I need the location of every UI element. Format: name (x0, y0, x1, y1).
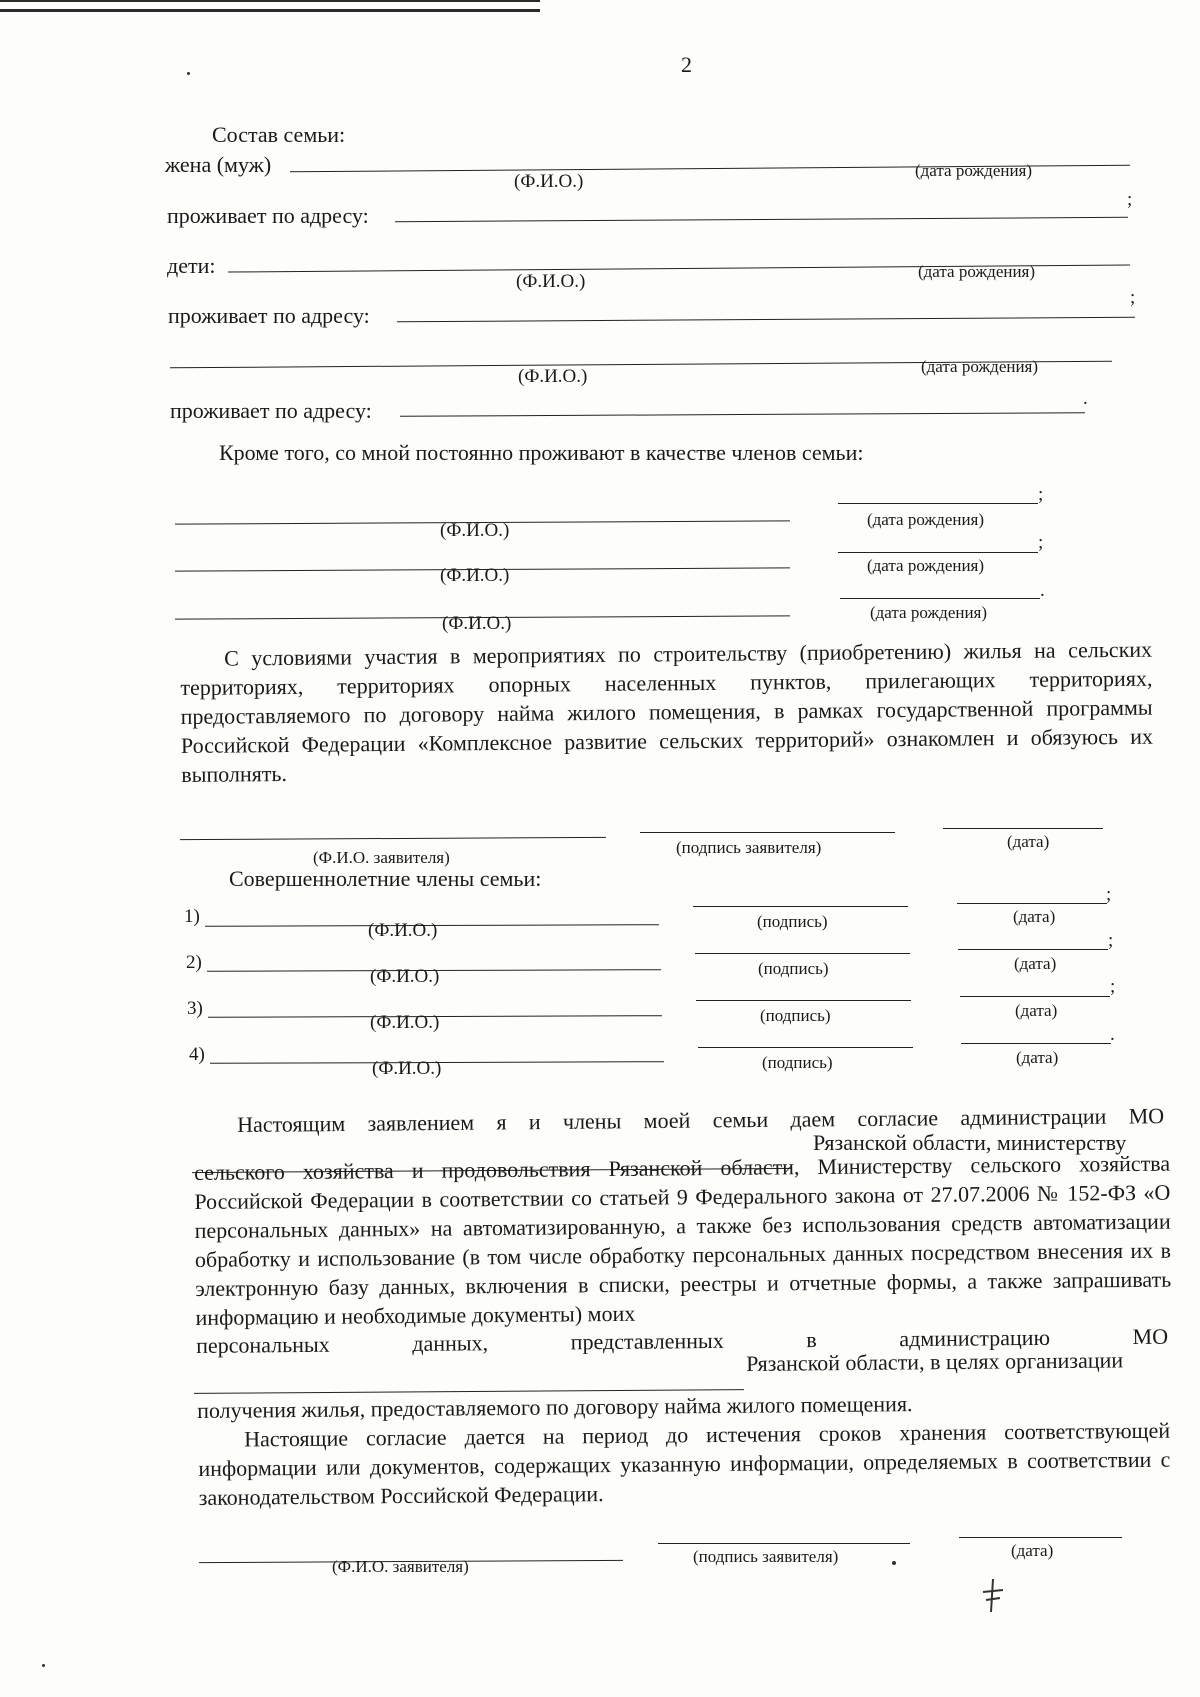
child1-address-label: проживает по адресу: (168, 303, 370, 328)
consent-line2-tail: Рязанской области, министерству (813, 1130, 1127, 1155)
child2-address-line[interactable] (400, 412, 1085, 417)
final-date-line[interactable] (959, 1537, 1122, 1538)
adult1-number: 1) (184, 906, 200, 927)
adult1-sign-caption: (подпись) (757, 912, 828, 931)
pd-word-5: администрацию (899, 1324, 1051, 1352)
final-sign-caption: (подпись заявителя) (693, 1547, 839, 1566)
adult1-date-line[interactable] (957, 903, 1107, 904)
adult4-fio-caption: (Ф.И.О.) (372, 1058, 442, 1079)
adult3-date-line[interactable] (960, 996, 1110, 997)
pd-word-1: персональных (196, 1331, 330, 1358)
other2-fio-caption: (Ф.И.О.) (440, 565, 510, 586)
adult1-fio-caption: (Ф.И.О.) (368, 920, 438, 941)
handwritten-mark-icon (978, 1576, 1008, 1616)
adult2-sign-line[interactable] (695, 953, 910, 954)
other3-punct: . (1040, 580, 1045, 601)
child2-fio-caption: (Ф.И.О.) (518, 366, 588, 387)
adult2-date-caption: (дата) (1014, 954, 1057, 973)
spouse-address-punct: ; (1127, 189, 1133, 210)
adult2-number: 2) (186, 952, 202, 973)
other1-birth-caption: (дата рождения) (867, 510, 985, 529)
conditions-paragraph: С условиями участия в мероприятиях по строительству (приобретению) жилья на сельских территориях, территориях опорных населенных пунктов, прилегающих территориях, предоставляемого по договору найма жилого помещения, в рамках государственной программы Российской Федерации «Комплексное развитие сельских территорий» ознакомлен и обязуюсь их выполнять. (180, 636, 1154, 787)
other3-date-line[interactable] (840, 598, 1040, 599)
pd-word-4: в (806, 1327, 817, 1353)
adult3-fio-caption: (Ф.И.О.) (370, 1012, 440, 1033)
page-number: 2 (681, 52, 692, 77)
child2-address-punct: . (1083, 388, 1088, 409)
adult1-date-caption: (дата) (1013, 907, 1056, 926)
child1-address-line[interactable] (397, 317, 1135, 323)
other1-punct: ; (1038, 484, 1044, 505)
adult3-number: 3) (187, 998, 203, 1019)
consent-line1: Настоящим заявлением я и члены моей семьи даем согласие администрации МО (237, 1103, 1165, 1137)
adult1-sign-line[interactable] (693, 906, 908, 907)
consent-line-tail2: Рязанской области, в целях организации (746, 1347, 1124, 1376)
adult3-sign-caption: (подпись) (760, 1006, 831, 1025)
consent-body: сельского хозяйства и продовольствия Рязанской области, Министерству сельского хозяйства Российской Федерации в соответствии со статьей 9 Федерального закона от 27.07.2006 № 152-ФЗ «О персональных данных» на автоматизированную, а также без использования средств автоматизации обработку и использование (в том числе обработку персональных данных посредством внесения их в электронную базу данных, включения в списки, реестры и отчетные формы, а также запрашивать информацию и необходимые документы) моих (194, 1150, 1172, 1330)
applicant-fio-line[interactable] (180, 837, 606, 840)
adult4-number: 4) (189, 1044, 205, 1065)
pd-word-2: данных, (412, 1330, 489, 1356)
adult4-date-line[interactable] (961, 1043, 1111, 1044)
adult2-punct: ; (1108, 930, 1114, 951)
final-fio-caption: (Ф.И.О. заявителя) (332, 1557, 469, 1576)
adult3-punct: ; (1110, 976, 1116, 997)
spouse-address-label: проживает по адресу: (167, 203, 369, 228)
child1-fio-caption: (Ф.И.О.) (516, 271, 586, 292)
other3-fio-caption: (Ф.И.О.) (442, 613, 512, 634)
adult4-date-caption: (дата) (1016, 1048, 1059, 1067)
ink-dot (892, 1561, 896, 1565)
applicant-sign-caption: (подпись заявителя) (676, 838, 822, 857)
consent-last-line: получения жилья, предоставляемого по договору найма жилого помещения. (197, 1391, 913, 1423)
child2-birth-caption: (дата рождения) (921, 357, 1039, 376)
applicant-sign-line[interactable] (640, 832, 895, 833)
spouse-birth-caption: (дата рождения) (915, 161, 1033, 180)
child2-address-label: проживает по адресу: (170, 398, 372, 423)
adult4-sign-caption: (подпись) (762, 1053, 833, 1072)
applicant-fio-caption: (Ф.И.О. заявителя) (313, 848, 450, 867)
adult4-punct: . (1110, 1024, 1115, 1045)
other1-fio-caption: (Ф.И.О.) (440, 520, 510, 541)
other3-birth-caption: (дата рождения) (870, 603, 988, 622)
adult1-punct: ; (1106, 884, 1112, 905)
pd-word-6: МО (1132, 1323, 1169, 1350)
adult3-sign-line[interactable] (696, 1000, 911, 1001)
pd-word-3: представленных (570, 1327, 724, 1355)
family-heading: Состав семьи: (212, 122, 346, 147)
child1-address-punct: ; (1130, 287, 1136, 308)
other-members-heading: Кроме того, со мной постоянно проживают в качестве членов семьи: (219, 440, 864, 465)
children-label: дети: (167, 253, 216, 278)
scan-edge (0, 0, 540, 12)
adult4-sign-line[interactable] (698, 1047, 913, 1048)
other1-date-line[interactable] (838, 503, 1038, 504)
applicant-date-caption: (дата) (1007, 832, 1050, 851)
other2-birth-caption: (дата рождения) (867, 556, 985, 575)
adult-members-heading: Совершеннолетние члены семьи: (229, 866, 542, 891)
scan-speck (187, 72, 190, 75)
adult2-date-line[interactable] (958, 949, 1108, 950)
other2-punct: ; (1038, 532, 1044, 553)
consent-period: Настоящие согласие дается на период до истечения сроков хранения соответствующей информации или документов, содержащих указанную информации, определяемых в соответствии с законодательством Российской Федерации. (198, 1417, 1171, 1510)
applicant-date-line[interactable] (943, 828, 1103, 829)
spouse-label: жена (муж) (165, 152, 272, 177)
child1-birth-caption: (дата рождения) (918, 262, 1036, 281)
scan-speck (42, 1664, 45, 1667)
adult2-sign-caption: (подпись) (758, 959, 829, 978)
final-date-caption: (дата) (1011, 1541, 1054, 1560)
adult3-date-caption: (дата) (1015, 1001, 1058, 1020)
final-sign-line[interactable] (658, 1543, 910, 1544)
spouse-fio-caption: (Ф.И.О.) (514, 171, 584, 192)
spouse-address-line[interactable] (395, 217, 1128, 222)
adult2-fio-caption: (Ф.И.О.) (370, 966, 440, 987)
other2-date-line[interactable] (838, 552, 1038, 553)
